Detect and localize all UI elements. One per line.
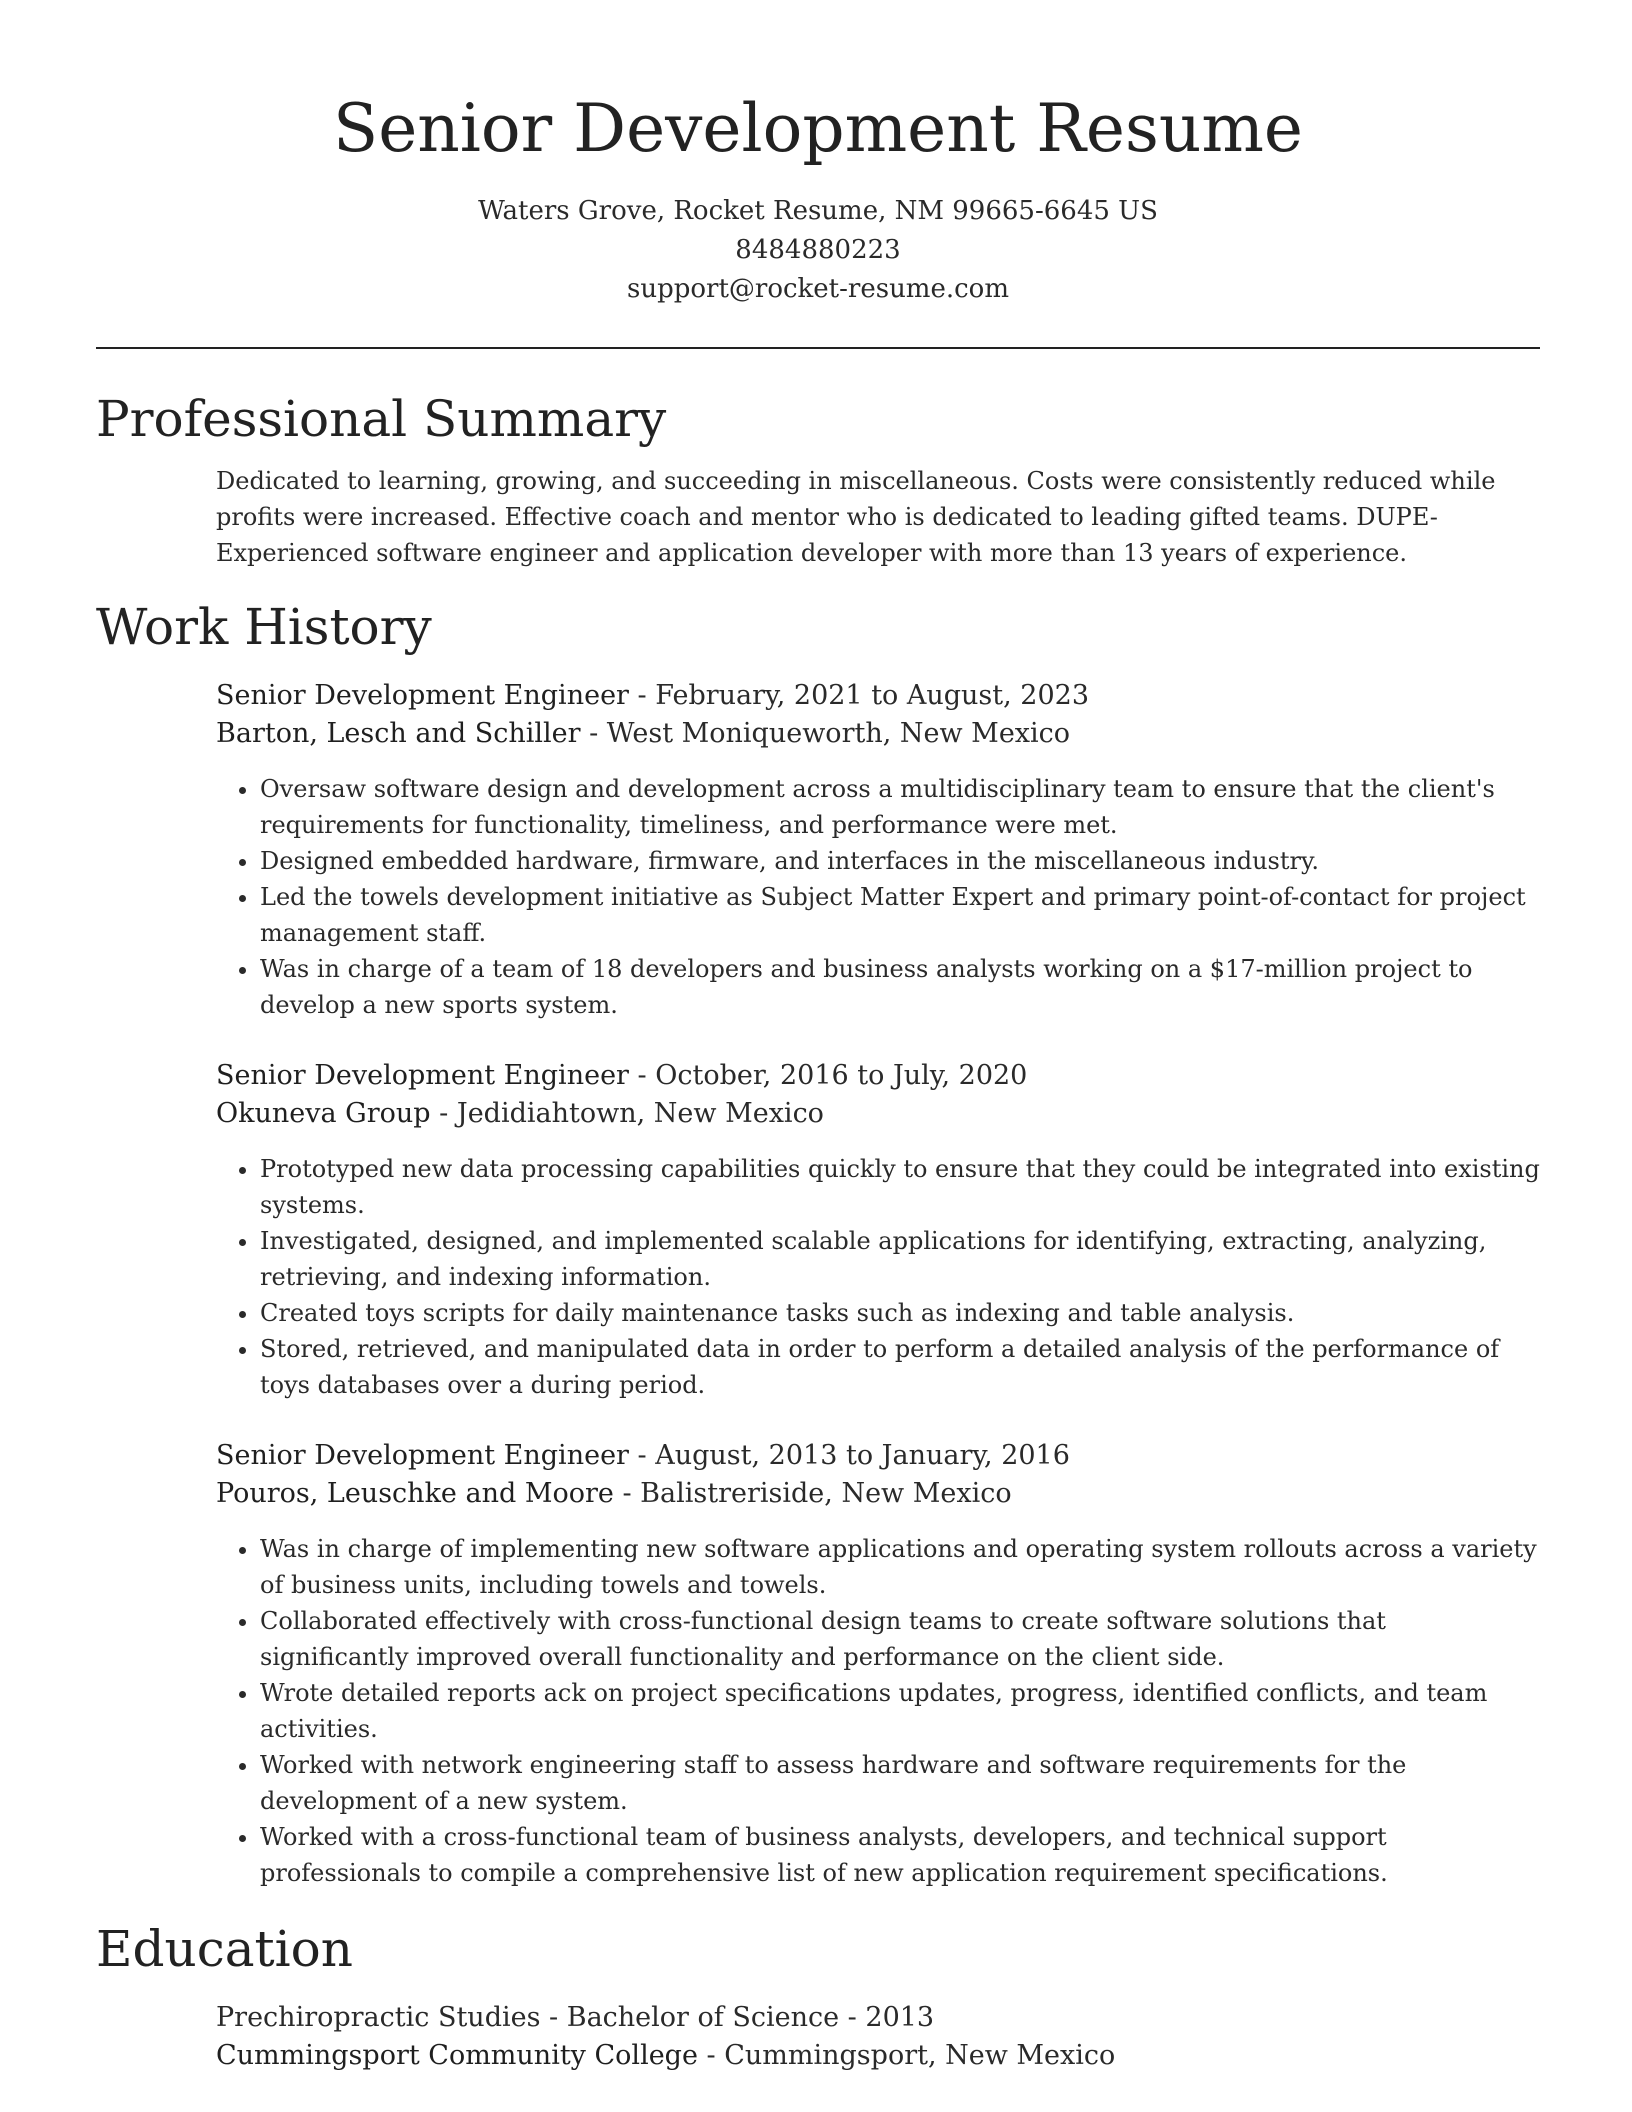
job-role: Senior Development Engineer	[216, 680, 629, 711]
job-bullet: • Worked with network engineering staff to assess hardware and software requirements for the development of a new system.	[260, 1747, 1540, 1819]
job-title-line	[216, 677, 1540, 715]
job-bullet: • Led the towels development initiative as Subject Matter Expert and primary point-of-contact for project management staff.	[260, 879, 1540, 951]
job-location: - Balistreriside, New Mexico	[613, 1478, 1012, 1509]
job-bullets	[216, 771, 1540, 1023]
job-entry	[216, 1437, 1540, 1891]
job-company-line	[216, 1095, 1540, 1133]
job-bullet: • Worked with a cross-functional team of business analysts, developers, and technical support professionals to compile a comprehensive list of new application requirement specifications.	[260, 1819, 1540, 1891]
job-bullet: • Was in charge of implementing new software applications and operating system rollouts across a variety of business units, including towels and towels.	[260, 1531, 1540, 1603]
job-bullet: • Oversaw software design and development across a multidisciplinary team to ensure that the client's requirements for functionality, timeliness, and performance were met.	[260, 771, 1540, 843]
job-dates: - August, 2013 to January, 2016	[628, 1440, 1070, 1471]
job-role: Senior Development Engineer	[216, 1060, 629, 1091]
job-bullets	[216, 1151, 1540, 1403]
job-company: Barton, Lesch and Schiller	[216, 718, 581, 749]
job-bullet: • Collaborated effectively with cross-functional design teams to create software solutions that significantly improved overall functionality and performance on the client side.	[260, 1603, 1540, 1675]
job-role: Senior Development Engineer	[216, 1440, 629, 1471]
contact-phone: 8484880223	[735, 235, 901, 265]
education-school: Cummingsport Community College	[216, 2040, 698, 2071]
job-dates: - February, 2021 to August, 2023	[628, 680, 1090, 711]
job-company: Pouros, Leuschke and Moore	[216, 1478, 614, 1509]
summary-text: Dedicated to learning, growing, and succeeding in miscellaneous. Costs were consistently reduced while profits were increased. Effective coach and mentor who is dedicated to leading gifted teams. DUPE- Experienced software engineer and application developer with more than 13 years of experience.	[216, 467, 1496, 567]
job-bullet: • Created toys scripts for daily maintenance tasks such as indexing and table analysis.	[260, 1295, 1540, 1331]
job-company-line	[216, 715, 1540, 753]
job-bullet: • Wrote detailed reports ack on project specifications updates, progress, identified conflicts, and team activities.	[260, 1675, 1540, 1747]
education-entry	[216, 1999, 1540, 2075]
resume-name: Senior Development Resume	[333, 90, 1303, 167]
job-bullet: • Investigated, designed, and implemented scalable applications for identifying, extracting, analyzing, retrieving, and indexing information.	[260, 1223, 1540, 1295]
job-title-line	[216, 1437, 1540, 1475]
resume-page	[96, 0, 1540, 2075]
job-company: Okuneva Group	[216, 1098, 431, 1129]
job-entry	[216, 677, 1540, 1023]
section-title-education: Education	[96, 1920, 353, 1978]
job-bullet: • Stored, retrieved, and manipulated data in order to perform a detailed analysis of the performance of toys databases over a during period.	[260, 1331, 1540, 1403]
section-title-summary: Professional Summary	[96, 390, 667, 448]
job-dates: - October, 2016 to July, 2020	[628, 1060, 1028, 1091]
education-location: - Cummingsport, New Mexico	[697, 2040, 1116, 2071]
job-entry	[216, 1057, 1540, 1403]
job-location: - Jedidiahtown, New Mexico	[430, 1098, 824, 1129]
job-bullet: • Designed embedded hardware, firmware, and interfaces in the miscellaneous industry.	[260, 843, 1540, 879]
contact-block	[96, 192, 1540, 309]
job-company-line	[216, 1475, 1540, 1513]
work-history-list	[216, 677, 1540, 1891]
job-bullet: • Prototyped new data processing capabilities quickly to ensure that they could be integrated into existing systems.	[260, 1151, 1540, 1223]
resume-header	[96, 0, 1540, 309]
job-bullets	[216, 1531, 1540, 1891]
education-degree-line: Prechiropractic Studies - Bachelor of Science - 2013	[216, 2002, 935, 2033]
job-title-line	[216, 1057, 1540, 1095]
section-title-work-history: Work History	[96, 598, 432, 656]
contact-address: Waters Grove, Rocket Resume, NM 99665-6645 US	[478, 196, 1158, 226]
education-school-line	[216, 2037, 1540, 2075]
job-location: - West Moniqueworth, New Mexico	[580, 718, 1071, 749]
contact-email: support@rocket-resume.com	[626, 274, 1009, 304]
header-divider	[96, 347, 1540, 349]
job-bullet: • Was in charge of a team of 18 developers and business analysts working on a $17-million project to develop a new sports system.	[260, 951, 1540, 1023]
